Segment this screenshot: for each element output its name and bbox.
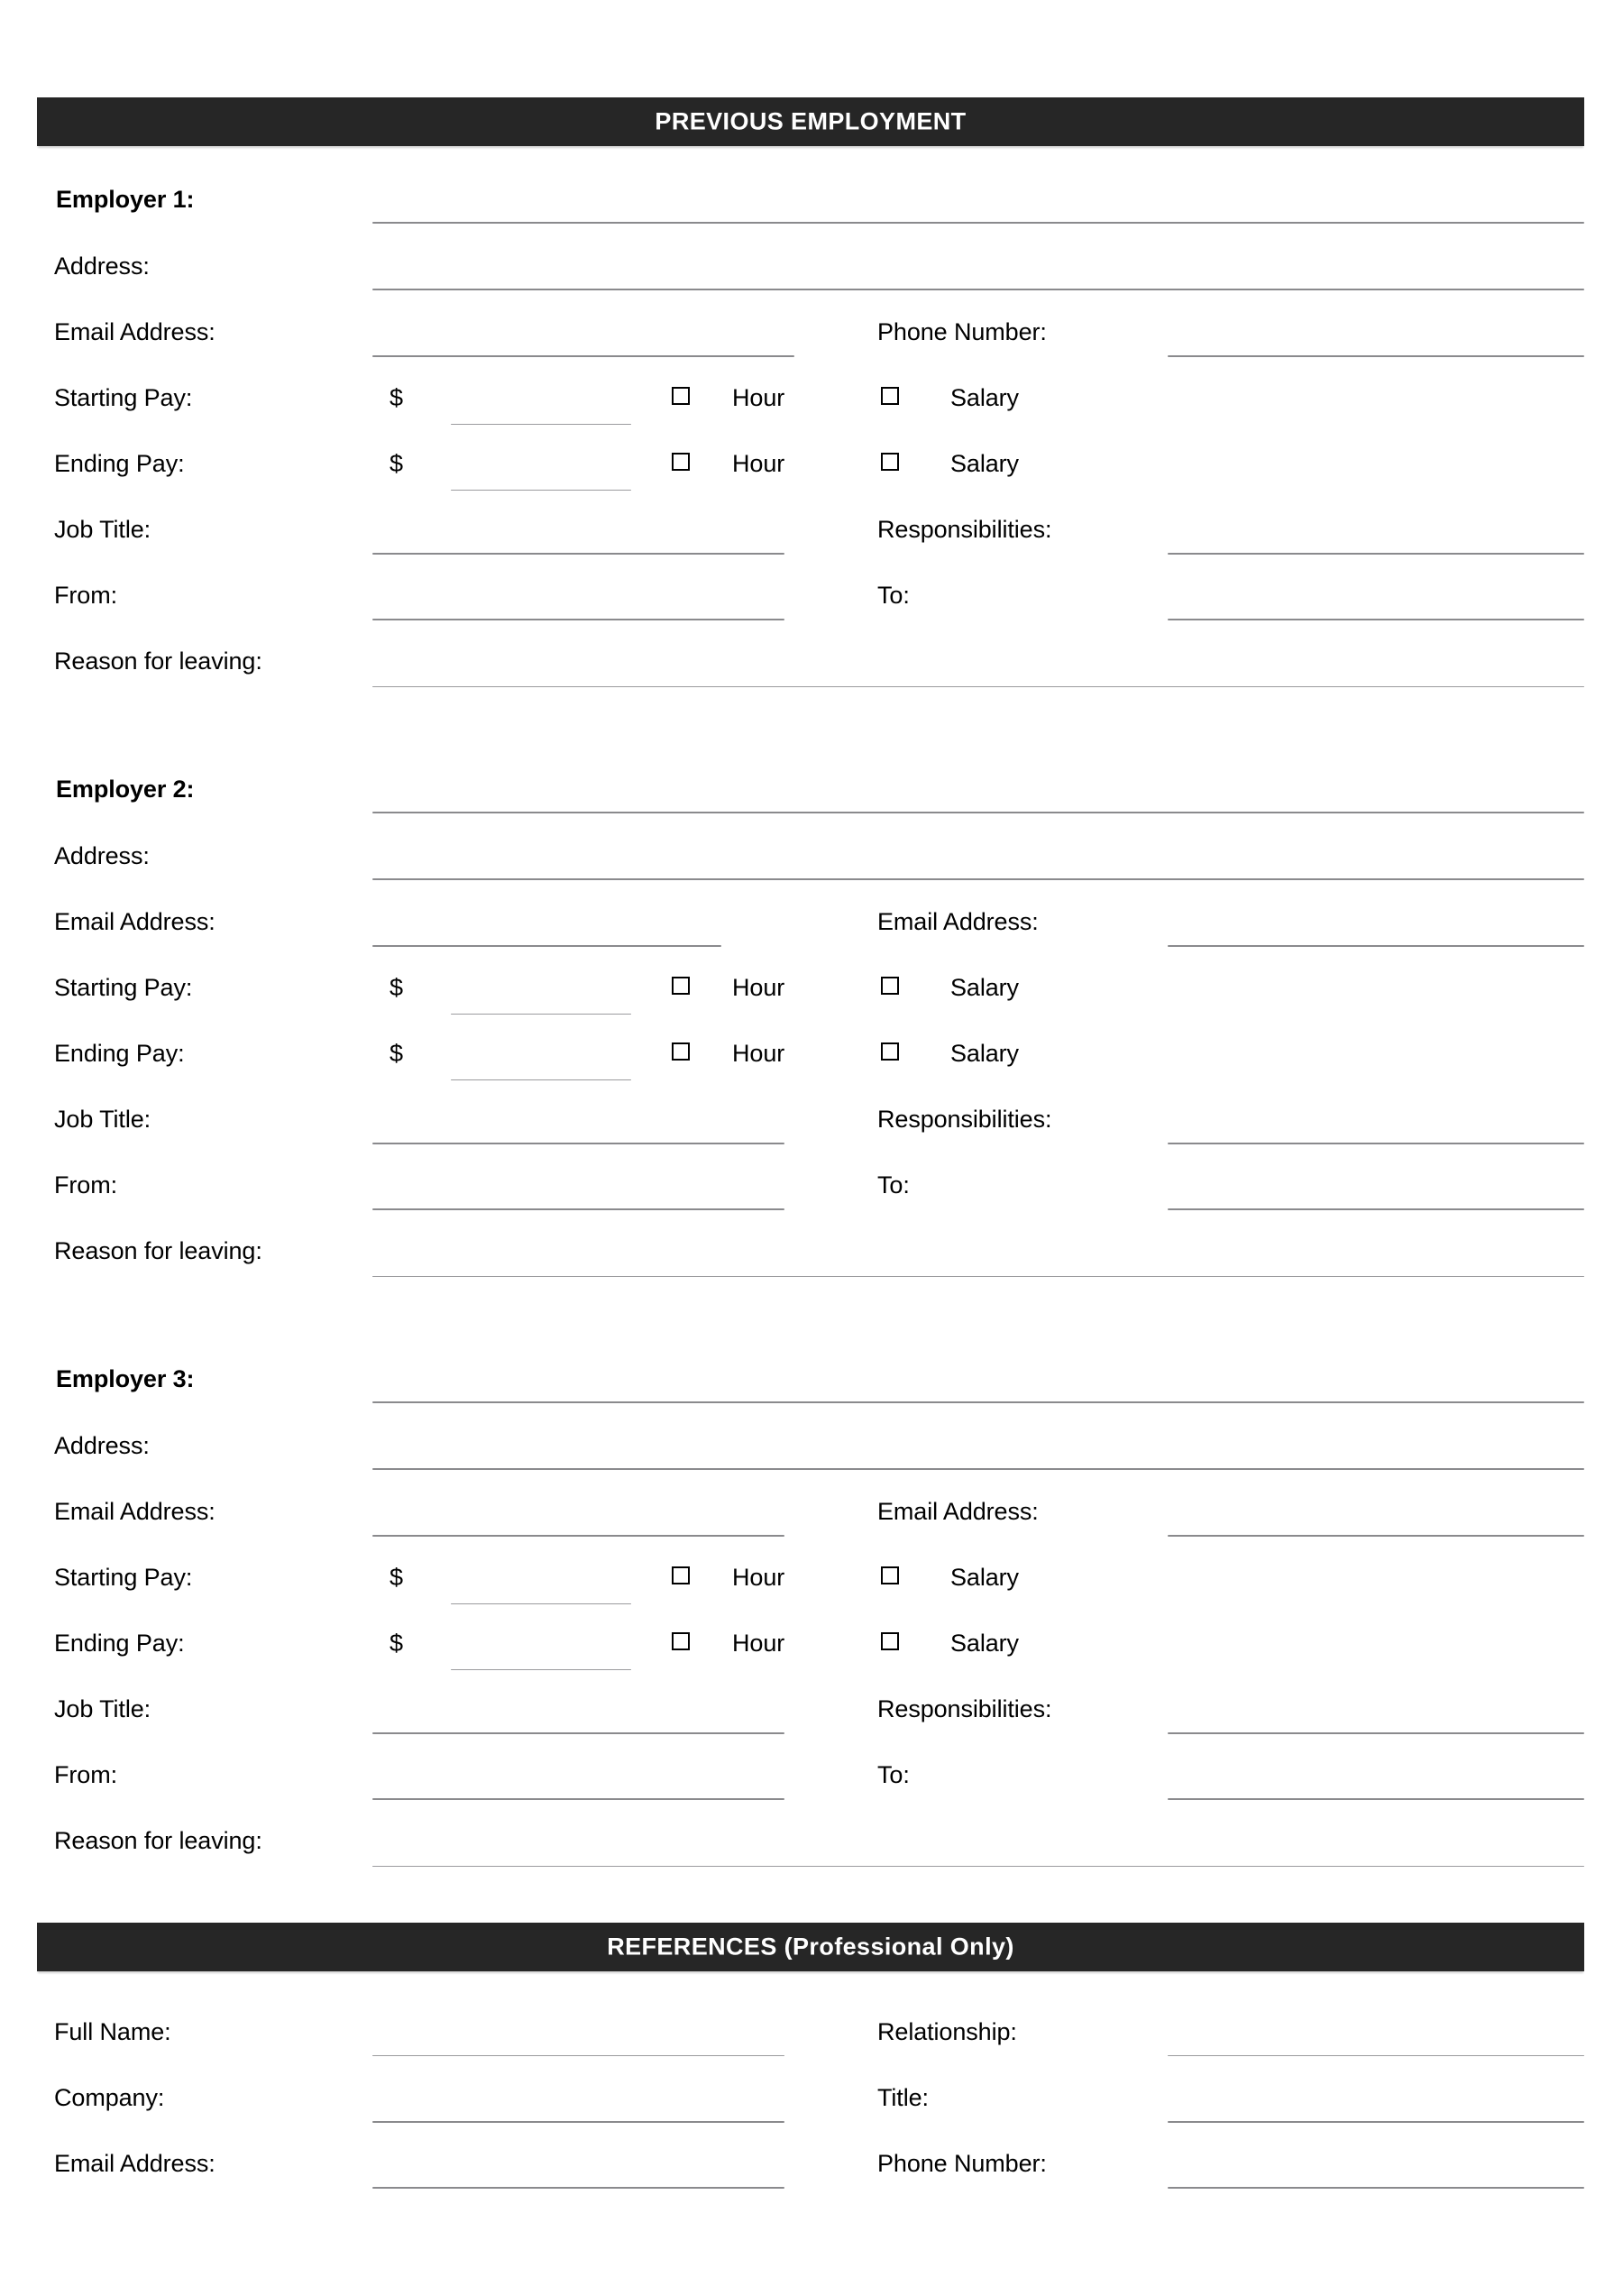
employer-3-ending-pay-salary-label: Salary: [950, 1630, 1019, 1657]
employer-2-ending-pay-hour-label: Hour: [732, 1040, 785, 1067]
employer-1-reason-field[interactable]: [372, 686, 1584, 687]
employer-3-ending-pay-salary-checkbox[interactable]: [881, 1632, 899, 1650]
employer-3-email-2-field[interactable]: [1168, 1535, 1584, 1537]
employer-3-label: Employer 3:: [56, 1365, 195, 1392]
employer-2-starting-pay-hour-checkbox[interactable]: [672, 977, 690, 995]
employer-2-email-label: Email Address:: [54, 908, 215, 935]
employer-1-ending-pay-salary-checkbox[interactable]: [881, 453, 899, 471]
employer-1-reason-label: Reason for leaving:: [54, 647, 262, 675]
reference-email-field[interactable]: [372, 2187, 784, 2189]
employer-1-to-label: To:: [877, 582, 910, 609]
employer-3-ending-pay-label: Ending Pay:: [54, 1630, 185, 1657]
employer-3-reason-label: Reason for leaving:: [54, 1827, 262, 1854]
employer-3-starting-pay-hour-checkbox[interactable]: [672, 1566, 690, 1584]
section-title-previous-employment: PREVIOUS EMPLOYMENT: [655, 107, 967, 135]
employer-3-ending-pay-currency: $: [390, 1630, 404, 1657]
employer-1-email-label: Email Address:: [54, 318, 215, 345]
employer-1-starting-pay-currency: $: [390, 384, 404, 411]
employer-2-email-field[interactable]: [372, 945, 721, 947]
employer-3-starting-pay-currency: $: [390, 1564, 404, 1591]
employer-2-email-2-field[interactable]: [1168, 945, 1584, 947]
employer-3-responsibilities-label: Responsibilities:: [877, 1695, 1052, 1722]
employer-3-reason-field[interactable]: [372, 1866, 1584, 1867]
employer-2-name-field[interactable]: [372, 812, 1584, 813]
employer-1-ending-pay-hour-checkbox[interactable]: [672, 453, 690, 471]
employer-3-address-label: Address:: [54, 1432, 150, 1459]
employer-1-job-title-label: Job Title:: [54, 516, 151, 543]
employer-1-starting-pay-hour-label: Hour: [732, 384, 785, 411]
section-header-previous-employment: [37, 97, 1584, 146]
employer-3-address-field[interactable]: [372, 1468, 1584, 1470]
employer-2-reason-label: Reason for leaving:: [54, 1237, 262, 1264]
employer-2-responsibilities-label: Responsibilities:: [877, 1106, 1052, 1133]
employer-3-to-field[interactable]: [1168, 1798, 1584, 1800]
employer-2-starting-pay-label: Starting Pay:: [54, 974, 193, 1001]
employer-1-email-field[interactable]: [372, 355, 794, 357]
employer-2-ending-pay-hour-checkbox[interactable]: [672, 1042, 690, 1061]
employer-1-starting-pay-salary-label: Salary: [950, 384, 1019, 411]
employer-2-starting-pay-salary-label: Salary: [950, 974, 1019, 1001]
employer-1-name-field[interactable]: [372, 222, 1584, 224]
employer-2-responsibilities-field[interactable]: [1168, 1143, 1584, 1144]
employer-1-from-label: From:: [54, 582, 117, 609]
employer-1-phone-label: Phone Number:: [877, 318, 1047, 345]
employer-2-starting-pay-currency: $: [390, 974, 404, 1001]
employer-2-address-field[interactable]: [372, 878, 1584, 880]
employer-3-ending-pay-hour-label: Hour: [732, 1630, 785, 1657]
employer-1-ending-pay-hour-label: Hour: [732, 450, 785, 477]
employer-2-ending-pay-field[interactable]: [451, 1079, 631, 1080]
employer-2-starting-pay-salary-checkbox[interactable]: [881, 977, 899, 995]
employer-1-address-field[interactable]: [372, 289, 1584, 290]
reference-phone-field[interactable]: [1168, 2187, 1584, 2189]
employer-3-from-field[interactable]: [372, 1798, 784, 1800]
employer-1-to-field[interactable]: [1168, 619, 1584, 620]
employer-3-job-title-label: Job Title:: [54, 1695, 151, 1722]
employer-1-label: Employer 1:: [56, 186, 195, 213]
reference-title-field[interactable]: [1168, 2121, 1584, 2123]
employer-3-starting-pay-hour-label: Hour: [732, 1564, 785, 1591]
employer-3-starting-pay-salary-checkbox[interactable]: [881, 1566, 899, 1584]
employer-2-to-label: To:: [877, 1171, 910, 1199]
employer-3-email-2-label: Email Address:: [877, 1498, 1039, 1525]
employer-2-address-label: Address:: [54, 842, 150, 869]
employer-1-responsibilities-field[interactable]: [1168, 553, 1584, 555]
employer-2-to-field[interactable]: [1168, 1208, 1584, 1210]
employer-2-ending-pay-salary-checkbox[interactable]: [881, 1042, 899, 1061]
employer-2-ending-pay-salary-label: Salary: [950, 1040, 1019, 1067]
employer-1-responsibilities-label: Responsibilities:: [877, 516, 1052, 543]
employer-2-label: Employer 2:: [56, 776, 195, 803]
employer-2-ending-pay-label: Ending Pay:: [54, 1040, 185, 1067]
reference-relationship-label: Relationship:: [877, 2018, 1017, 2045]
employer-2-from-field[interactable]: [372, 1208, 784, 1210]
employer-3-starting-pay-label: Starting Pay:: [54, 1564, 193, 1591]
employer-2-email-2-label: Email Address:: [877, 908, 1039, 935]
employer-1-ending-pay-field[interactable]: [451, 490, 631, 491]
employer-1-starting-pay-label: Starting Pay:: [54, 384, 193, 411]
employer-1-ending-pay-salary-label: Salary: [950, 450, 1019, 477]
employer-1-ending-pay-currency: $: [390, 450, 404, 477]
employer-1-starting-pay-salary-checkbox[interactable]: [881, 387, 899, 405]
employer-2-job-title-label: Job Title:: [54, 1106, 151, 1133]
employer-1-from-field[interactable]: [372, 619, 784, 620]
employer-3-email-field[interactable]: [372, 1535, 784, 1537]
employer-3-starting-pay-salary-label: Salary: [950, 1564, 1019, 1591]
employer-3-job-title-field[interactable]: [372, 1732, 784, 1734]
reference-title-label: Title:: [877, 2084, 929, 2111]
employer-3-email-label: Email Address:: [54, 1498, 215, 1525]
employer-3-to-label: To:: [877, 1761, 910, 1788]
reference-full-name-label: Full Name:: [54, 2018, 171, 2045]
employer-3-ending-pay-hour-checkbox[interactable]: [672, 1632, 690, 1650]
employer-1-ending-pay-label: Ending Pay:: [54, 450, 185, 477]
employer-2-ending-pay-currency: $: [390, 1040, 404, 1067]
employer-3-name-field[interactable]: [372, 1401, 1584, 1403]
reference-phone-label: Phone Number:: [877, 2150, 1047, 2177]
employer-3-ending-pay-field[interactable]: [451, 1669, 631, 1670]
employer-3-starting-pay-field[interactable]: [451, 1603, 631, 1604]
employer-1-starting-pay-field[interactable]: [451, 424, 631, 425]
employer-2-from-label: From:: [54, 1171, 117, 1199]
employer-2-job-title-field[interactable]: [372, 1143, 784, 1144]
employer-3-from-label: From:: [54, 1761, 117, 1788]
employer-2-starting-pay-field[interactable]: [451, 1014, 631, 1015]
employer-1-phone-field[interactable]: [1168, 355, 1584, 357]
employer-1-job-title-field[interactable]: [372, 553, 784, 555]
reference-company-field[interactable]: [372, 2121, 784, 2123]
section-title-references: REFERENCES (Professional Only): [607, 1933, 1014, 1961]
reference-company-label: Company:: [54, 2084, 165, 2111]
employer-1-starting-pay-hour-checkbox[interactable]: [672, 387, 690, 405]
section-header-references: [37, 1923, 1584, 1971]
employer-1-address-label: Address:: [54, 253, 150, 280]
employer-2-starting-pay-hour-label: Hour: [732, 974, 785, 1001]
employer-2-reason-field[interactable]: [372, 1276, 1584, 1277]
employer-3-responsibilities-field[interactable]: [1168, 1732, 1584, 1734]
reference-email-label: Email Address:: [54, 2150, 215, 2177]
reference-relationship-field[interactable]: [1168, 2055, 1584, 2056]
reference-full-name-field[interactable]: [372, 2055, 784, 2056]
